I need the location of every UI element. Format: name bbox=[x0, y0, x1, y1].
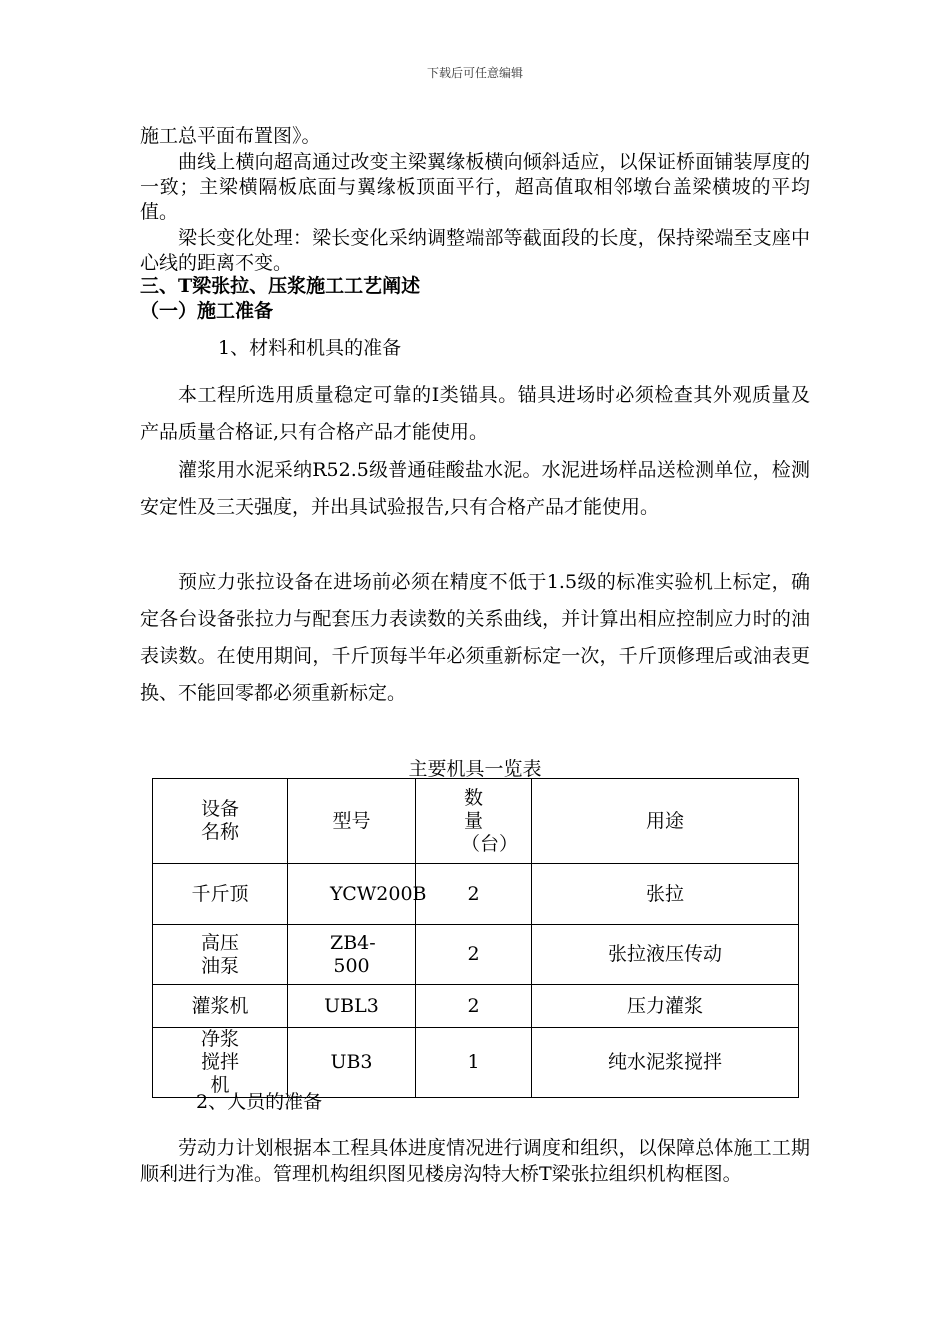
table-row bbox=[153, 925, 799, 985]
paragraph-calibration: 预应力张拉设备在进场前必须在精度不低于1.5级的标准实验机上标定，确定各台设备张拉力与配套压力表读数的关系曲线，并计算出相应控制应力时的油表读数。在使用期间，千斤顶每半年必须重新标定一次，千斤顶修理后或油表更换、不能回零都必须重新标定。 bbox=[140, 571, 810, 704]
paragraph-cement: 灌浆用水泥采纳R52.5级普通硅酸盐水泥。水泥进场样品送检测单位，检测安定性及三天强度，并出具试验报告,只有合格产品才能使用。 bbox=[140, 459, 810, 518]
table-cell: 纯水泥浆搅拌 bbox=[532, 1028, 799, 1098]
table-cell: 高压油泵 bbox=[153, 925, 288, 985]
table-row bbox=[153, 864, 799, 925]
page-header: 下载后可任意编辑 bbox=[426, 66, 523, 80]
table-cell: YCW200B bbox=[288, 864, 416, 925]
table-cell: 灌浆机 bbox=[153, 985, 288, 1028]
header-cell-quantity: 数量（台） bbox=[416, 779, 532, 864]
sub-heading-personnel: 2、人员的准备 bbox=[196, 1091, 323, 1113]
table-caption: 主要机具一览表 bbox=[408, 758, 542, 780]
table-cell: 千斤顶 bbox=[153, 864, 288, 925]
sub-heading-materials: 1、材料和机具的准备 bbox=[218, 337, 402, 359]
table-cell: ZB4-500 bbox=[288, 925, 416, 985]
table-cell: 1 bbox=[416, 1028, 532, 1098]
paragraph-1: 施工总平面布置图》。 bbox=[140, 125, 321, 147]
table-row bbox=[153, 1028, 799, 1098]
section-heading-3: 三、T梁张拉、压浆施工工艺阐述 bbox=[140, 275, 421, 297]
paragraph-anchors: 本工程所选用质量稳定可靠的I类锚具。锚具进场时必须检查其外观质量及产品质量合格证,只有合格产品才能使用。 bbox=[140, 384, 810, 443]
table-cell: 净浆搅拌机 bbox=[153, 1028, 288, 1098]
header-cell-model: 型号 bbox=[288, 779, 416, 864]
table-cell: 2 bbox=[416, 985, 532, 1028]
header-cell-use: 用途 bbox=[532, 779, 799, 864]
table-cell: 张拉液压传动 bbox=[532, 925, 799, 985]
subsection-heading-1: （一）施工准备 bbox=[140, 300, 274, 322]
table-cell: UBL3 bbox=[288, 985, 416, 1028]
table-cell: 压力灌浆 bbox=[532, 985, 799, 1028]
table-header-row bbox=[153, 779, 799, 864]
table-cell: 张拉 bbox=[532, 864, 799, 925]
paragraph-labor: 劳动力计划根据本工程具体进度情况进行调度和组织，以保障总体施工工期顺利进行为准。管理机构组织图见楼房沟特大桥T梁张拉组织机构框图。 bbox=[140, 1137, 810, 1185]
equipment-table bbox=[152, 778, 799, 1098]
table-cell: 2 bbox=[416, 864, 532, 925]
header-cell-name: 设备名称 bbox=[153, 779, 288, 864]
table-row bbox=[153, 985, 799, 1028]
table-cell: UB3 bbox=[288, 1028, 416, 1098]
paragraph-3: 梁长变化处理：梁长变化采纳调整端部等截面段的长度，保持梁端至支座中心线的距离不变。 bbox=[140, 227, 810, 274]
paragraph-2: 曲线上横向超高通过改变主梁翼缘板横向倾斜适应，以保证桥面铺装厚度的一致；主梁横隔板底面与翼缘板顶面平行，超高值取相邻墩台盖梁横坡的平均值。 bbox=[140, 151, 810, 223]
table-cell: 2 bbox=[416, 925, 532, 985]
